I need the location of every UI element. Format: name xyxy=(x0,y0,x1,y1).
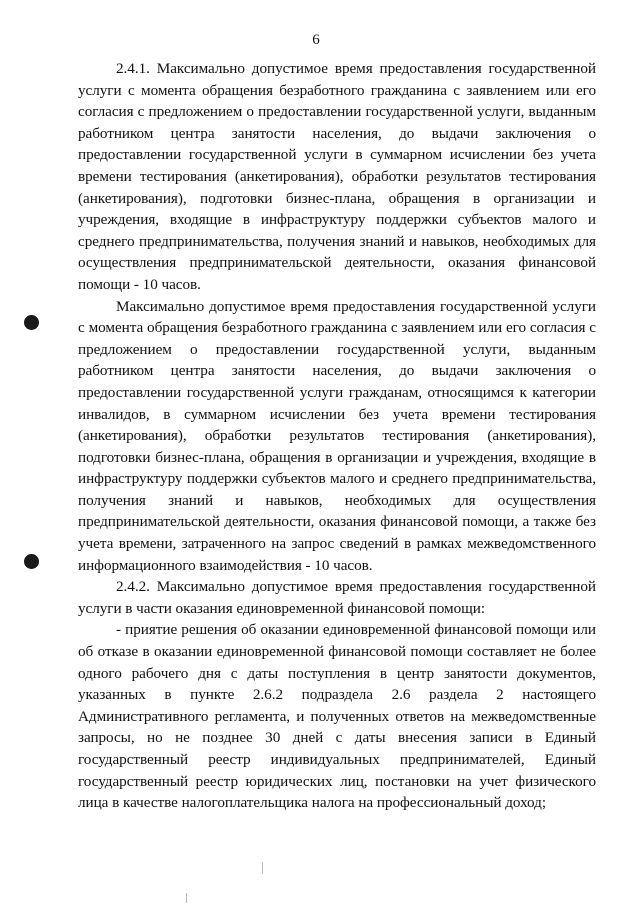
document-body xyxy=(78,58,596,814)
paragraph-decision-financial-aid: - приятие решения об оказании единовременной финансовой помощи или об отказе в оказании единовременной финансовой помощи составляет не более одного рабочего дня с даты поступления в центр занятости документов, указанных в пункте 2.6.2 подраздела 2.6 раздела 2 настоящего Административного регламента, и полученных ответов на межведомственные запросы, но не позднее 30 дней с даты внесения записи в Единый государственный реестр индивидуальных предпринимателей, Единый государственный реестр юридических лиц, постановки на учет физического лица в качестве налогоплательщика налога на профессиональный доход; xyxy=(78,621,596,812)
scan-artifact xyxy=(262,862,263,874)
page-number: 6 xyxy=(312,32,320,48)
punch-hole-icon xyxy=(24,315,39,330)
paragraph-disabled-persons: Максимально допустимое время предоставления государственной услуги с момента обращения безработного гражданина с заявлением или его согласия с предложением о предоставлении государственной услуги, выданным работником центра занятости населения, до выдачи заключения о предоставлении государственной услуги гражданам, относящимся к категории инвалидов, в суммарном исчислении без учета времени тестирования (анкетирования), обработки результатов тестирования (анкетирования), подготовки бизнес-плана, обращения в организации и учреждения, входящие в инфраструктуру поддержки субъектов малого и среднего предпринимательства, получения знаний и навыков, необходимых для осуществления предпринимательской деятельности, оказания финансовой помощи, а также без учета времени, затраченного на запрос сведений в рамках межведомственного информационного взаимодействия - 10 часов. xyxy=(78,297,596,574)
scan-artifact xyxy=(186,893,187,903)
paragraph-2-4-1: 2.4.1. Максимально допустимое время предоставления государственной услуги с момента обращения безработного гражданина с заявлением или его согласия с предложением о предоставлении государственной услуги, выданным работником центра занятости населения, до выдачи заключения о предоставлении государственной услуги в суммарном исчислении без учета времени тестирования (анкетирования), обработки результатов тестирования (анкетирования), подготовки бизнес-плана, обращения в организации и учреждения, входящие в инфраструктуру поддержки субъектов малого и среднего предпринимательства, получения знаний и навыков, необходимых для осуществления предпринимательской деятельности, оказания финансовой помощи - 10 часов. xyxy=(78,60,596,293)
paragraph-2-4-2: 2.4.2. Максимально допустимое время предоставления государственной услуги в части оказания единовременной финансовой помощи: xyxy=(78,578,596,617)
punch-hole-icon xyxy=(24,554,39,569)
